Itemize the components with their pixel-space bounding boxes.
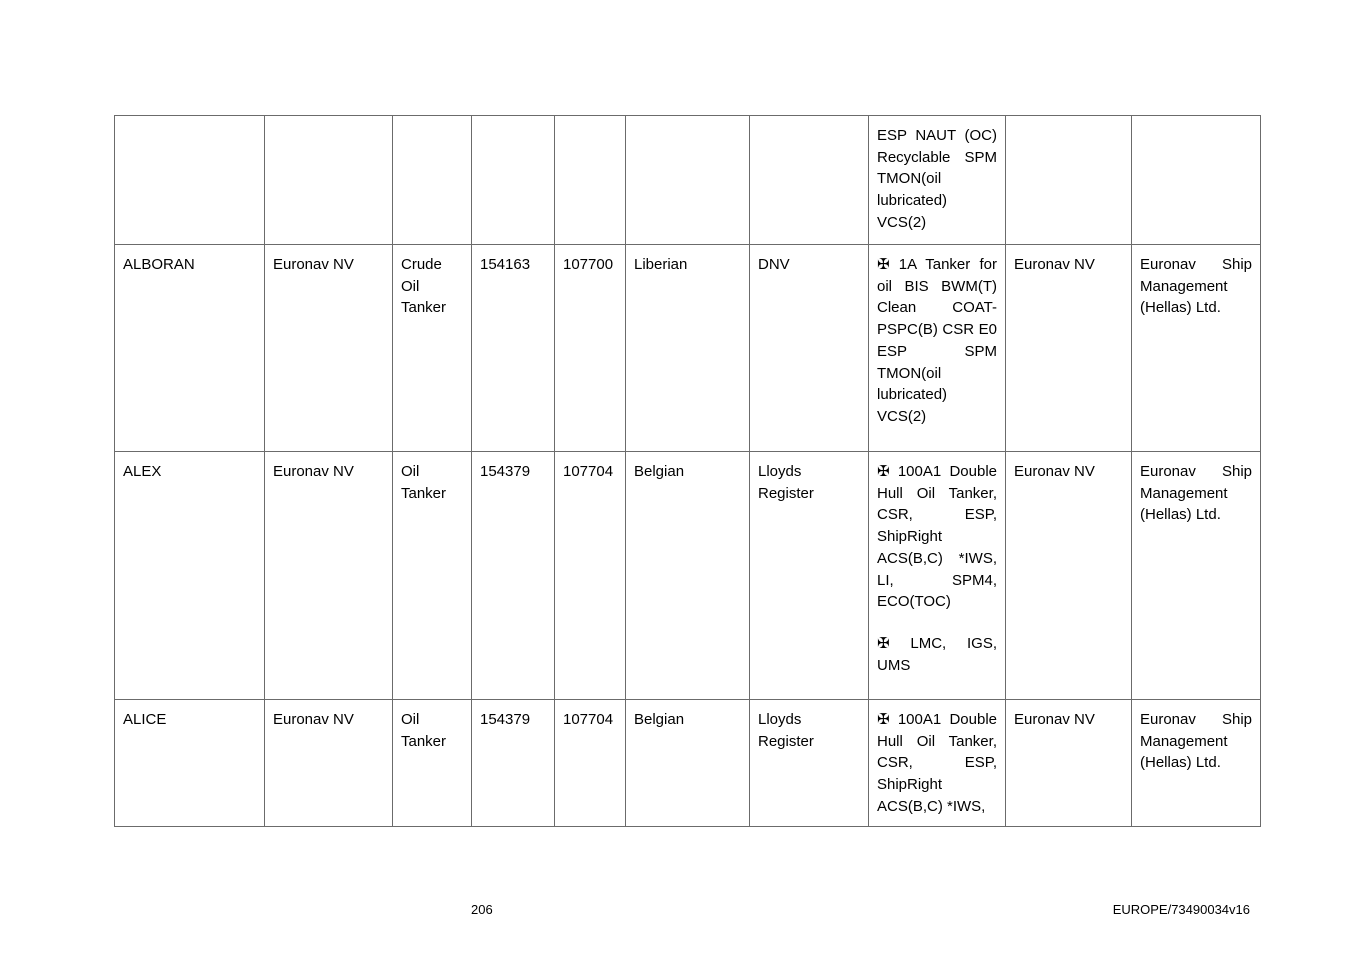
class-notation-paragraph: ✠ 1A Tanker for oil BIS BWM(T) Clean COAT-PSPC(B) CSR E0 ESP SPM TMON(oil lubricated) VCS(2) xyxy=(877,256,997,425)
vessel-name-cell: ALICE xyxy=(115,700,265,827)
operator-cell xyxy=(1006,116,1132,245)
class-notation-cell xyxy=(869,245,1006,452)
owner-cell: Euronav NV xyxy=(265,245,393,452)
manager-cell: Euronav Ship Management (Hellas) Ltd. xyxy=(1132,452,1261,700)
operator-cell: Euronav NV xyxy=(1006,452,1132,700)
manager-cell xyxy=(1132,116,1261,245)
class-notation-paragraph: ✠ 100A1 Double Hull Oil Tanker, CSR, ESP, ShipRight ACS(B,C) *IWS, xyxy=(877,711,997,815)
class-society-cell: Lloyds Register xyxy=(750,452,869,700)
number-cell: 107704 xyxy=(555,700,626,827)
document-reference: EUROPE/73490034v16 xyxy=(1112,902,1250,917)
class-society-cell: DNV xyxy=(750,245,869,452)
table-row xyxy=(115,245,1261,452)
page-number: 206 xyxy=(471,902,493,917)
vessel-type-cell: Oil Tanker xyxy=(393,700,472,827)
owner-cell: Euronav NV xyxy=(265,700,393,827)
flag-cell xyxy=(626,116,750,245)
dwt-cell: 154163 xyxy=(472,245,555,452)
flag-cell: Belgian xyxy=(626,452,750,700)
dwt-cell: 154379 xyxy=(472,452,555,700)
class-society-cell xyxy=(750,116,869,245)
class-notation-paragraph: ✠ 100A1 Double Hull Oil Tanker, CSR, ESP, ShipRight ACS(B,C) *IWS, LI, SPM4, ECO(TOC) xyxy=(877,463,997,611)
owner-cell xyxy=(265,116,393,245)
number-cell: 107700 xyxy=(555,245,626,452)
flag-cell: Belgian xyxy=(626,700,750,827)
class-notation-cell: ESP NAUT (OC) Recyclable SPM TMON(oil lubricated) VCS(2) xyxy=(869,116,1006,245)
vessel-name-cell: ALBORAN xyxy=(115,245,265,452)
class-notation-cell xyxy=(869,452,1006,700)
dwt-cell: 154379 xyxy=(472,700,555,827)
class-notation-paragraph: ✠ LMC, IGS, UMS xyxy=(877,634,997,674)
vessel-table xyxy=(114,115,1261,827)
number-cell: 107704 xyxy=(555,452,626,700)
table-row xyxy=(115,452,1261,700)
operator-cell: Euronav NV xyxy=(1006,700,1132,827)
manager-cell: Euronav Ship Management (Hellas) Ltd. xyxy=(1132,700,1261,827)
vessel-name-cell xyxy=(115,116,265,245)
number-cell xyxy=(555,116,626,245)
table-row xyxy=(115,700,1261,827)
class-society-cell: Lloyds Register xyxy=(750,700,869,827)
owner-cell: Euronav NV xyxy=(265,452,393,700)
table-row-continuation xyxy=(115,116,1261,245)
operator-cell: Euronav NV xyxy=(1006,245,1132,452)
class-notation-cell xyxy=(869,700,1006,827)
vessel-type-cell: Oil Tanker xyxy=(393,452,472,700)
vessel-type-cell: Crude Oil Tanker xyxy=(393,245,472,452)
dwt-cell xyxy=(472,116,555,245)
vessel-type-cell xyxy=(393,116,472,245)
manager-cell: Euronav Ship Management (Hellas) Ltd. xyxy=(1132,245,1261,452)
vessel-name-cell: ALEX xyxy=(115,452,265,700)
flag-cell: Liberian xyxy=(626,245,750,452)
